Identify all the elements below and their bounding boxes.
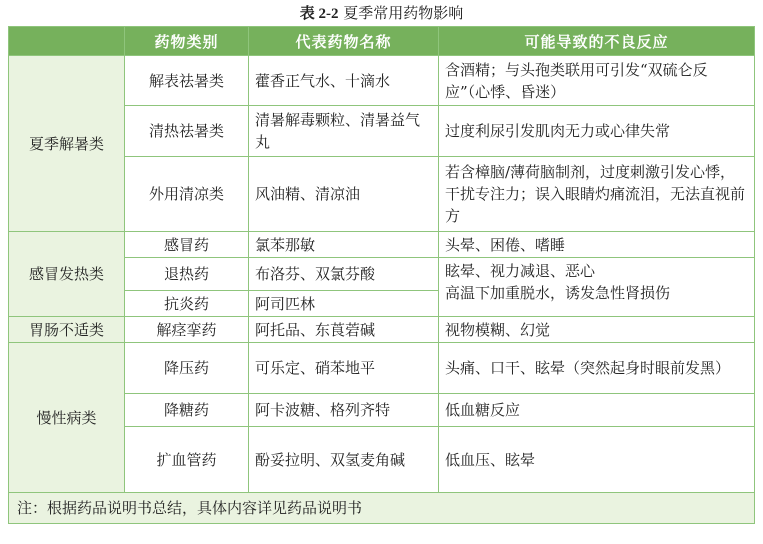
table-row — [9, 56, 755, 106]
reactions-cell: 头痛、口干、眩晕（突然起身时眼前发黑） — [439, 343, 755, 394]
drugs-cell: 氯苯那敏 — [249, 232, 439, 258]
reactions-cell — [439, 258, 755, 317]
header-row — [9, 27, 755, 56]
reactions-cell: 低血压、眩晕 — [439, 427, 755, 493]
drugs-cell: 清暑解毒颗粒、清暑益气丸 — [249, 106, 439, 157]
header-drugs: 代表药物名称 — [249, 27, 439, 56]
drugs-cell: 阿司匹林 — [249, 291, 439, 317]
category-cell: 降压药 — [125, 343, 249, 394]
drugs-cell: 风油精、清凉油 — [249, 157, 439, 232]
category-cell: 解表祛暑类 — [125, 56, 249, 106]
drugs-cell: 藿香正气水、十滴水 — [249, 56, 439, 106]
table-row — [9, 317, 755, 343]
footnote-row — [9, 493, 755, 524]
reactions-cell: 含酒精；与头孢类联用可引发“双硫仑反应”（心悸、昏迷） — [439, 56, 755, 106]
reactions-cell: 若含樟脑/薄荷脑制剂，过度刺激引发心悸，干扰专注力；误入眼睛灼痛流泪，无法直视前方 — [439, 157, 755, 232]
table-caption — [0, 0, 763, 26]
table-row — [9, 232, 755, 258]
footnote: 注：根据药品说明书总结，具体内容详见药品说明书 — [9, 493, 755, 524]
category-cell: 降糖药 — [125, 394, 249, 427]
group-label: 感冒发热类 — [9, 232, 125, 317]
drugs-cell: 阿托品、东莨菪碱 — [249, 317, 439, 343]
drugs-cell: 酚妥拉明、双氢麦角碱 — [249, 427, 439, 493]
reactions-line: 眩晕、视力减退、恶心 — [445, 262, 596, 280]
category-cell: 退热药 — [125, 258, 249, 291]
header-reactions: 可能导致的不良反应 — [439, 27, 755, 56]
reactions-cell: 过度利尿引发肌肉无力或心律失常 — [439, 106, 755, 157]
table-row — [9, 343, 755, 394]
category-cell: 解痉挛药 — [125, 317, 249, 343]
category-cell: 外用清凉类 — [125, 157, 249, 232]
group-label: 慢性病类 — [9, 343, 125, 493]
drugs-cell: 可乐定、硝苯地平 — [249, 343, 439, 394]
drugs-cell: 布洛芬、双氯芬酸 — [249, 258, 439, 291]
reactions-cell: 视物模糊、幻觉 — [439, 317, 755, 343]
group-label: 胃肠不适类 — [9, 317, 125, 343]
header-category: 药物类别 — [125, 27, 249, 56]
reactions-cell: 头晕、困倦、嗜睡 — [439, 232, 755, 258]
caption-number: 表 2-2 — [299, 6, 339, 22]
category-cell: 扩血管药 — [125, 427, 249, 493]
caption-title: 夏季常用药物影响 — [343, 4, 464, 22]
reactions-line: 高温下加重脱水，诱发急性肾损伤 — [445, 284, 671, 302]
reactions-cell: 低血糖反应 — [439, 394, 755, 427]
drug-effects-table — [8, 26, 755, 524]
category-cell: 抗炎药 — [125, 291, 249, 317]
category-cell: 感冒药 — [125, 232, 249, 258]
category-cell: 清热祛暑类 — [125, 106, 249, 157]
header-blank — [9, 27, 125, 56]
drugs-cell: 阿卡波糖、格列齐特 — [249, 394, 439, 427]
group-label: 夏季解暑类 — [9, 56, 125, 232]
